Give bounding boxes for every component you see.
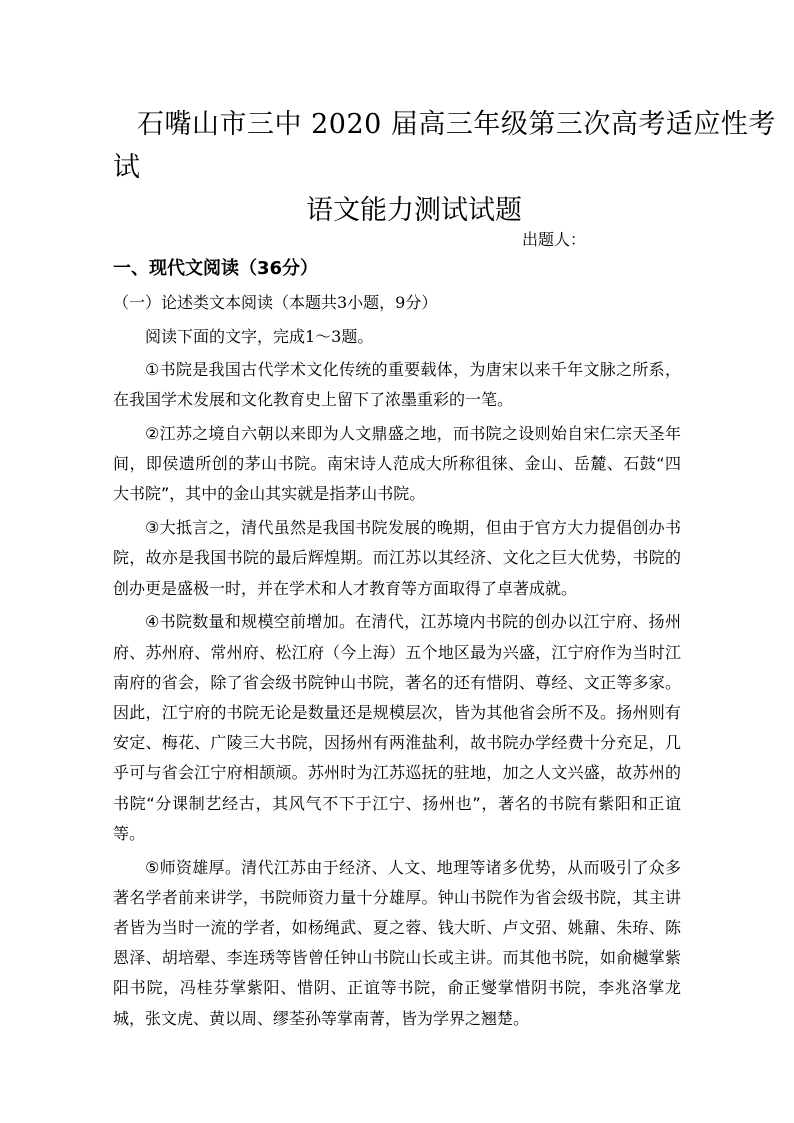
section-heading: 一、现代文阅读（36分） xyxy=(113,258,319,279)
exam-title-continuation: 试 xyxy=(113,152,140,183)
passage-paragraph: ⑤师资雄厚。清代江苏由于经济、人文、地理等诸多优势，从而吸引了众多著名学者前来讲学，书院师资力量十分雄厚。钟山书院作为省会级书院，其主讲者皆为当时一流的学者，如杨绳武、夏之蓉、钱大昕、卢文弨、姚鼐、朱珔、陈恩泽、胡培翚、李连琇等皆曾任钟山书院山长或主讲。而其他书院，如俞樾掌紫阳书院，冯桂芬掌紫阳、惜阴、正谊等书院，俞正燮掌惜阴书院，李兆洛掌龙城，张文虎、黄以周、缪荃孙等掌南菁，皆为学界之翘楚。 xyxy=(113,857,681,1028)
reading-instruction: 阅读下面的文字，完成1～3题。 xyxy=(145,327,374,346)
passage-paragraph: ①书院是我国古代学术文化传统的重要载体，为唐宋以来千年文脉之所系，在我国学术发展和文化教育史上留下了浓墨重彩的一笔。 xyxy=(113,360,681,410)
exam-subtitle: 语文能力测试试题 xyxy=(306,195,522,226)
setter-label: 出题人： xyxy=(522,230,587,249)
passage-body xyxy=(113,355,681,1037)
passage-paragraph: ②江苏之境自六朝以来即为人文鼎盛之地，而书院之设则始自宋仁宗天圣年间，即侯遗所创的茅山书院。南宋诗人范成大所称徂徕、金山、岳麓、石鼓“四大书院”，其中的金山其实就是指茅山书院。 xyxy=(113,424,681,504)
passage-paragraph: ③大抵言之，清代虽然是我国书院发展的晚期，但由于官方大力提倡创办书院，故亦是我国书院的最后辉煌期。而江苏以其经济、文化之巨大优势，书院的创办更是盛极一时，并在学术和人才教育等方面取得了卓著成就。 xyxy=(113,518,681,598)
passage-paragraph: ④书院数量和规模空前增加。在清代，江苏境内书院的创办以江宁府、扬州府、苏州府、常州府、松江府（今上海）五个地区最为兴盛，江宁府作为当时江南府的省会，除了省会级书院钟山书院，著名的还有惜阴、尊经、文正等多家。因此，江宁府的书院无论是数量还是规模层次，皆为其他省会所不及。扬州则有安定、梅花、广陵三大书院，因扬州有两淮盐利，故书院办学经费十分充足，几乎可与省会江宁府相颉颃。苏州时为江苏巡抚的驻地，加之人文兴盛，故苏州的书院“分课制艺经古，其风气不下于江宁、扬州也”，著名的书院有紫阳和正谊等。 xyxy=(113,612,681,843)
sub-section-heading: （一）论述类文本阅读（本题共3小题，9分） xyxy=(113,293,438,312)
exam-title: 石嘴山市三中 2020 届高三年级第三次高考适应性考 xyxy=(137,109,776,140)
